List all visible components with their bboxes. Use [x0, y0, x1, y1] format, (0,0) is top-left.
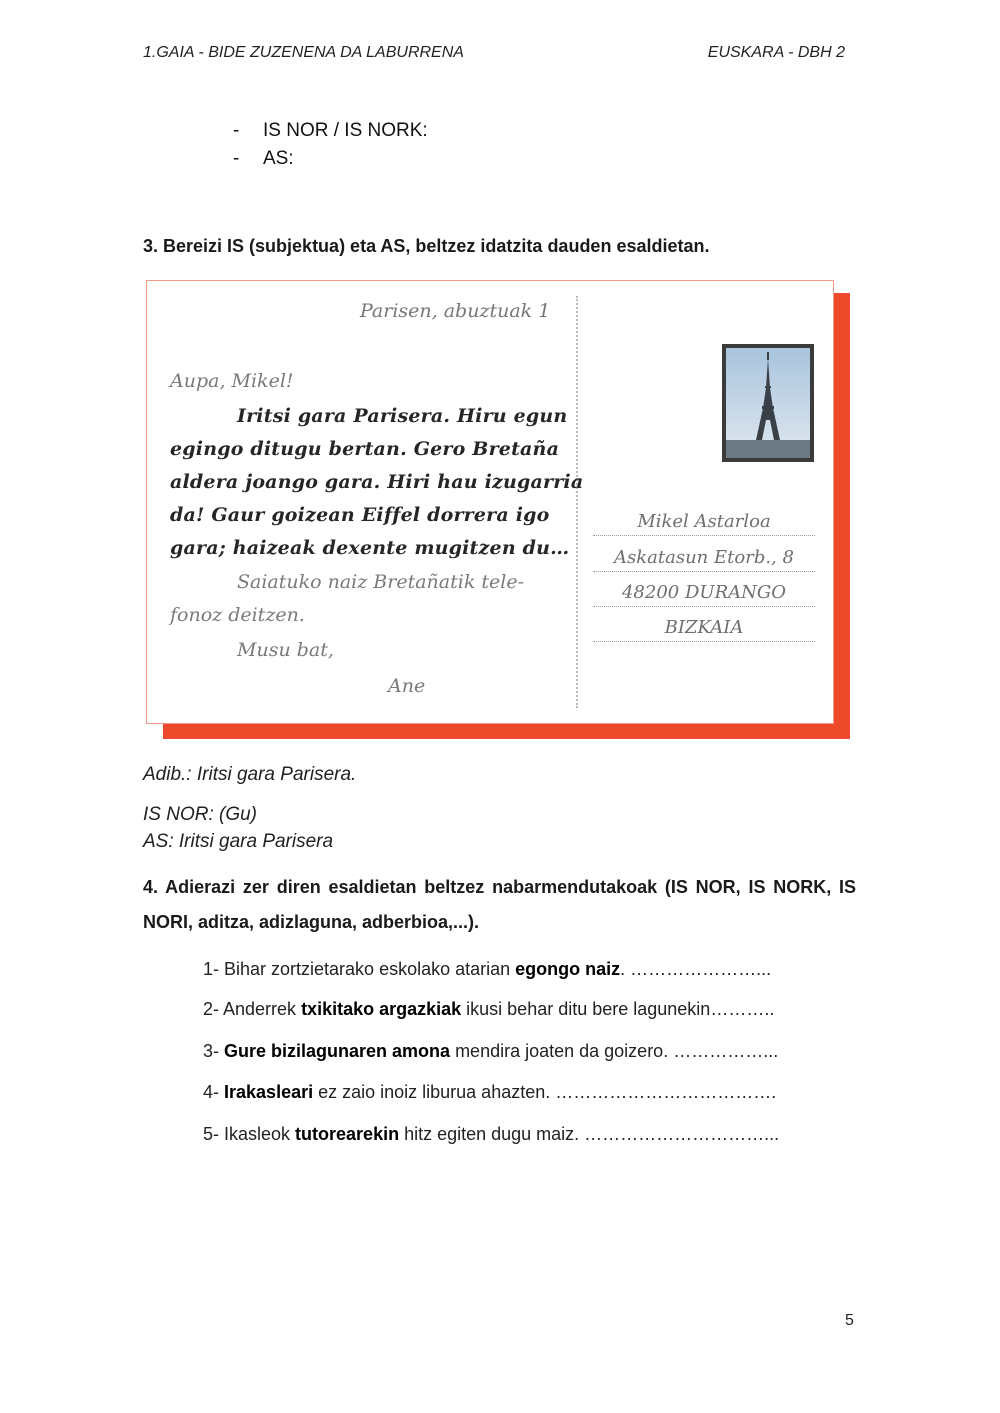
postcard-line: gara; haizeak dexente mugitzen du… [170, 537, 570, 559]
address-line: Askatasun Etorb., 8 [593, 547, 815, 572]
exercise-item: 5- Ikasleok tutorearekin hitz egiten dugu maiz. …………………………... [203, 1124, 780, 1144]
postcard-line: Iritsi gara Parisera. Hiru egun [237, 405, 568, 427]
exercise-item: 4- Irakasleari ez zaio inoiz liburua ahazten. ………………………………. [203, 1082, 777, 1102]
eiffel-tower-icon [726, 348, 810, 458]
example-as: AS: Iritsi gara Parisera [143, 831, 334, 852]
postcard-greeting: Aupa, Mikel! [170, 370, 294, 392]
header-right: EUSKARA - DBH 2 [707, 44, 845, 61]
postcard-divider [576, 296, 578, 708]
exercise-item: 3- Gure bizilagunaren amona mendira joaten da goizero. ……………... [203, 1041, 779, 1061]
postcard-farewell: Musu bat, [237, 639, 334, 661]
postcard-closing: fonoz deitzen. [170, 604, 305, 626]
example-is-nor: IS NOR: (Gu) [143, 804, 258, 825]
exercise-item: 2- Anderrek txikitako argazkiak ikusi behar ditu bere lagunekin……….. [203, 999, 775, 1019]
postcard-line: aldera joango gara. Hiri hau izugarria [170, 471, 584, 493]
example-intro: Adib.: Iritsi gara Parisera. [143, 764, 357, 785]
postcard-line: egingo ditugu bertan. Gero Bretaña [170, 438, 560, 460]
bullet-item: - IS NOR / IS NORK: [233, 120, 428, 141]
address-line: BIZKAIA [593, 617, 815, 642]
postcard-closing: Saiatuko naiz Bretañatik tele- [237, 571, 525, 593]
header-left: 1.GAIA - BIDE ZUZENENA DA LABURRENA [143, 44, 464, 61]
address-line: Mikel Astarloa [593, 511, 815, 536]
bullet-item: - AS: [233, 148, 294, 169]
address-line: 48200 DURANGO [593, 582, 815, 607]
exercise-item: 1- Bihar zortzietarako eskolako atarian egongo naiz. …………………... [203, 959, 772, 979]
postcard-line: da! Gaur goizean Eiffel dorrera igo [170, 504, 550, 526]
page-number: 5 [845, 1312, 854, 1329]
exercise-3-title: 3. Bereizi IS (subjektua) eta AS, beltzez idatzita dauden esaldietan. [143, 236, 710, 256]
eiffel-tower-stamp [722, 344, 814, 462]
postcard-date: Parisen, abuztuak 1 [360, 300, 551, 322]
postcard-signature: Ane [388, 675, 426, 697]
exercise-4-title: 4. Adierazi zer diren esaldietan beltzez nabarmendutakoak (IS NOR, IS NORK, IS NORI, aditza, adizlaguna, adberbioa,...). [143, 877, 856, 932]
